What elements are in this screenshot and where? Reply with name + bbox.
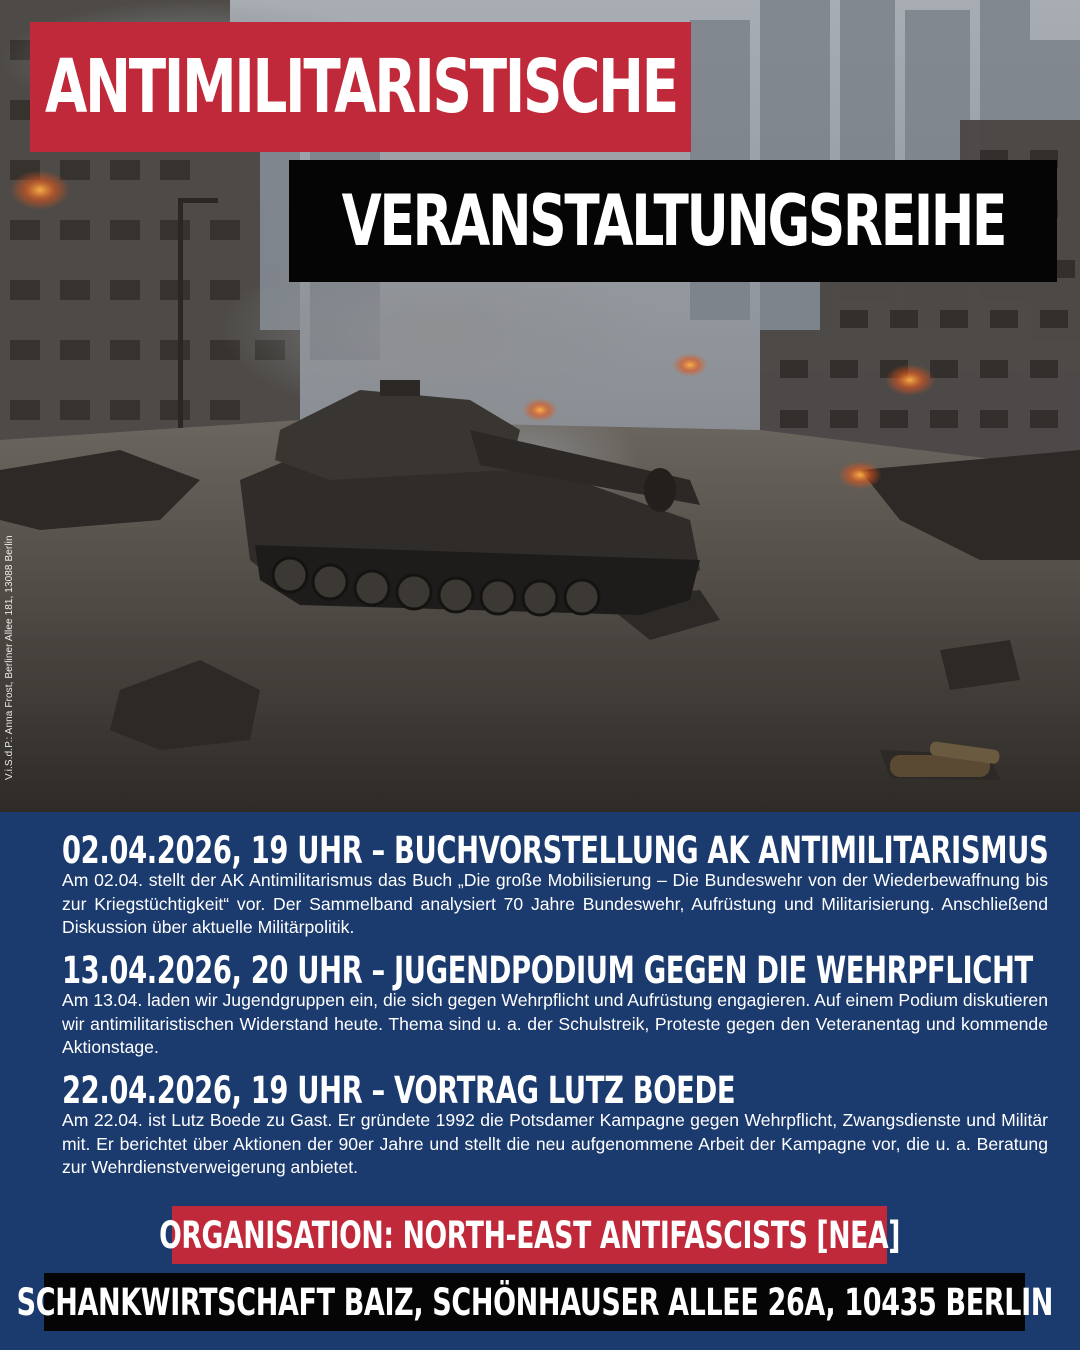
- event-3-description: Am 22.04. ist Lutz Boede zu Gast. Er gründete 1992 die Potsdamer Kampagne gegen Wehrpflicht, Zwangsdienste und Militär mit. Er berichtet über Aktionen der 90er Jahre und stellt die neu aufgenommene Arbeit der Kampagne vor, die u. a. Beratung zur Wehrdienstverweigerung anbietet.: [62, 1110, 1048, 1178]
- event-2-heading: 13.04.2026, 20 UHR – JUGENDPODIUM GEGEN DIE WEHRPFLICHT: [62, 949, 1033, 992]
- venue-banner: [16, 1273, 1053, 1331]
- event-1-description: Am 02.04. stellt der AK Antimilitarismus das Buch „Die große Mobilisierung – Die Bundeswehr von der Wiederbewaffnung bis zur Kriegstüchtigkeit“ vor. Der Sammelband analysiert 70 Jahre Bundeswehr, Aufrüstung und Militarisierung. Anschließend Diskussion über aktuelle Militärpolitik.: [62, 870, 1048, 938]
- event-3-heading: 22.04.2026, 19 UHR – VORTRAG LUTZ BOEDE: [62, 1069, 736, 1112]
- event-1: [62, 831, 1052, 940]
- title-line-2-text: VERANSTALTUNGSREIHE: [341, 180, 1005, 262]
- imprint-text: V.i.S.d.P.: Anna Frost, Berliner Allee 181, 13088 Berlin: [4, 535, 15, 780]
- organisation-text: ORGANISATION: NORTH-EAST ANTIFASCISTS [NEA]: [159, 1213, 900, 1257]
- event-2-description: Am 13.04. laden wir Jugendgruppen ein, die sich gegen Wehrpflicht und Aufrüstung engagieren. Auf einem Podium diskutieren wir antimilitaristischen Widerstand heute. Thema sind u. a. der Schulstreik, Proteste gegen den Veteranentag und kommende Aktionstage.: [62, 990, 1048, 1058]
- venue-text: SCHANKWIRTSCHAFT BAIZ, SCHÖNHAUSER ALLEE 26A, 10435 BERLIN: [16, 1280, 1053, 1324]
- organisation-banner: [159, 1206, 900, 1264]
- event-2: [62, 951, 1052, 1060]
- title-line-1: [30, 22, 691, 152]
- events-panel: [0, 812, 1080, 1350]
- event-1-heading: 02.04.2026, 19 UHR – BUCHVORSTELLUNG AK ANTIMILITARISMUS: [62, 829, 1049, 872]
- title-line-2: [289, 160, 1057, 282]
- event-3: [62, 1071, 1052, 1180]
- title-line-1-text: ANTIMILITARISTISCHE: [44, 44, 677, 130]
